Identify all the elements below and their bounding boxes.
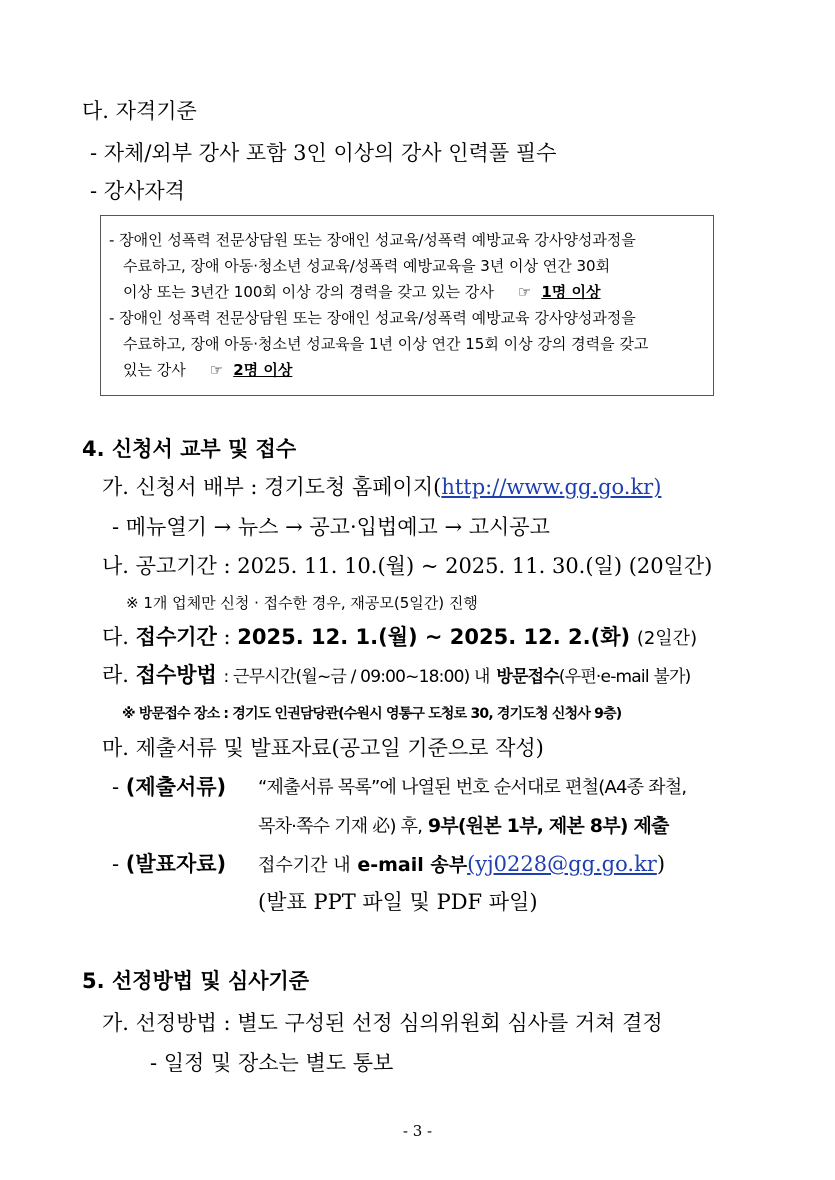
submission-docs-line: 마. 제출서류 및 발표자료(공고일 기준으로 작성) bbox=[102, 736, 544, 760]
method-text1: : 근무시간(월~금 / 09:00~18:00) 내 bbox=[223, 667, 490, 687]
box-item1-line3 bbox=[123, 282, 600, 302]
reception-method-label: 접수방법 bbox=[135, 663, 217, 687]
submit-docs-label: (제출서류) bbox=[125, 775, 227, 799]
pointing-hand-icon: ☞ bbox=[209, 361, 224, 379]
pointing-hand-icon: ☞ bbox=[517, 283, 532, 301]
box-item1-line2: 수료하고, 장애 아동·청소년 성교육/성폭력 예방교육을 3년 이상 연간 30회 bbox=[123, 257, 611, 275]
instructor-pool-line: - 자체/외부 강사 포함 3인 이상의 강사 인력풀 필수 bbox=[90, 141, 557, 165]
visit-location-note: ※ 방문접수 장소 : 경기도 인권담당관(수원시 영통구 도청로 30, 경기도청 신청사 9층) bbox=[122, 706, 622, 722]
reception-dates: 2025. 12. 1.(월) ~ 2025. 12. 2.(화) bbox=[237, 625, 631, 649]
reception-period-line bbox=[102, 624, 697, 652]
homepage-link[interactable]: http://www.gg.go.kr) bbox=[441, 475, 662, 499]
page-number: - 3 - bbox=[402, 1122, 433, 1140]
submit-docs-text: “제출서류 목록”에 나열된 번호 순서대로 편철(A4종 좌철, bbox=[258, 777, 687, 798]
dash: - bbox=[112, 852, 120, 876]
presentation-text: 접수기간 내 bbox=[258, 855, 351, 876]
section-heading-selection: 5. 선정방법 및 심사기준 bbox=[82, 969, 310, 993]
schedule-note: - 일정 및 장소는 별도 통보 bbox=[150, 1051, 394, 1075]
presentation-files-note: (발표 PPT 파일 및 PDF 파일) bbox=[258, 890, 538, 914]
instructor-qualification-label: - 강사자격 bbox=[90, 179, 185, 203]
email-send-bold: e-mail 송부 bbox=[357, 854, 468, 876]
notice-period-line: 나. 공고기간 : 2025. 11. 10.(월) ~ 2025. 11. 30.(일) (20일간) bbox=[102, 554, 713, 578]
box-item2-line3-text: 있는 강사 bbox=[123, 361, 186, 379]
box-item1-requirement: 1명 이상 bbox=[541, 283, 601, 301]
readvertise-note: ※ 1개 업체만 신청 · 접수한 경우, 재공모(5일간) 진행 bbox=[126, 594, 478, 612]
copies-required: 9부(원본 1부, 제본 8부) 제출 bbox=[427, 815, 669, 837]
section-heading-qualifications: 다. 자격기준 bbox=[82, 99, 197, 123]
qualification-box bbox=[100, 215, 714, 396]
box-item1-line3-text: 이상 또는 3년간 100회 이상 강의 경력을 갖고 있는 강사 bbox=[123, 283, 494, 301]
presentation-line1 bbox=[112, 851, 226, 877]
dash: - bbox=[112, 775, 120, 799]
box-item2-line1: - 장애인 성폭력 전문상담원 또는 장애인 성교육/성폭력 예방교육 강사양성과정을 bbox=[109, 309, 636, 327]
box-item2-line2: 수료하고, 장애 아동·청소년 성교육을 1년 이상 연간 15회 이상 강의 경력을 갖고 bbox=[123, 335, 649, 353]
distribution-line bbox=[102, 474, 661, 500]
method-prefix: 라. bbox=[102, 663, 129, 687]
distribution-text: 가. 신청서 배부 : 경기도청 홈페이지( bbox=[102, 475, 442, 499]
submit-docs-line1 bbox=[112, 774, 226, 800]
box-item2-requirement: 2명 이상 bbox=[233, 361, 293, 379]
reception-prefix: 다. bbox=[102, 625, 129, 649]
menu-path-line: - 메뉴열기 → 뉴스 → 공고·입법예고 → 고시공고 bbox=[112, 515, 550, 539]
submit-docs-text2a: 목차·쪽수 기재 必) 후, bbox=[258, 816, 423, 837]
reception-colon: : bbox=[223, 625, 231, 649]
box-item1-line1: - 장애인 성폭력 전문상담원 또는 장애인 성교육/성폭력 예방교육 강사양성과정을 bbox=[109, 231, 636, 249]
submit-docs-line2 bbox=[258, 813, 669, 840]
box-item2-line3 bbox=[123, 360, 292, 380]
section-heading-application: 4. 신청서 교부 및 접수 bbox=[82, 437, 297, 461]
reception-method-line bbox=[102, 662, 690, 690]
visit-reception-bold: 방문접수 bbox=[496, 667, 559, 687]
email-link[interactable]: (yj0228@gg.go.kr bbox=[467, 852, 657, 876]
email-close-paren: ) bbox=[656, 852, 666, 876]
presentation-text-line bbox=[258, 851, 665, 879]
reception-days: (2일간) bbox=[636, 628, 698, 649]
presentation-label: (발표자료) bbox=[125, 852, 227, 876]
selection-method-line: 가. 선정방법 : 별도 구성된 선정 심의위원회 심사를 거쳐 결정 bbox=[102, 1011, 663, 1035]
reception-period-label: 접수기간 bbox=[135, 625, 217, 649]
method-text2: (우편·e-mail 불가) bbox=[558, 667, 691, 687]
